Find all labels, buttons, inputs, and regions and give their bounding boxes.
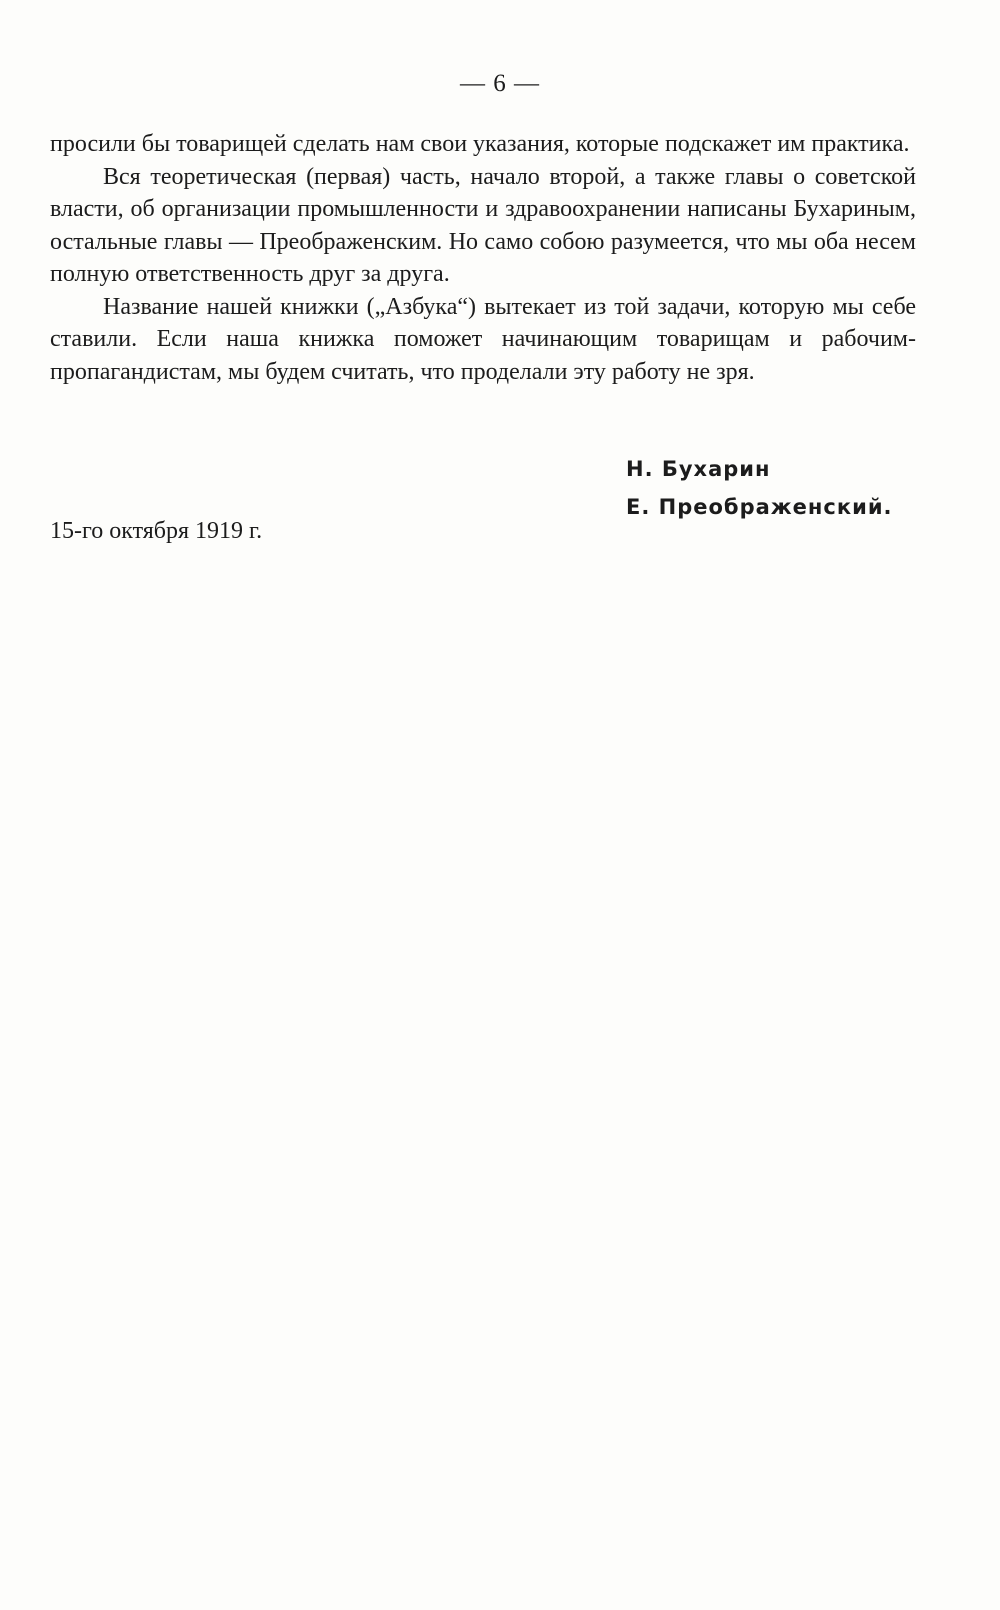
signature-block (626, 450, 893, 526)
paragraph-continuation: просили бы товарищей сделать нам свои указания, которые подскажет им практика. (50, 131, 910, 157)
body-text (50, 128, 916, 388)
paragraph-title-explanation: Название нашей книжки („Азбука“) вытекает из той задачи, которую мы себе ставили. Если наша книжка поможет начинающим товарищам и рабочим-пропагандистам, мы будем считать, что проделали эту работу не зря. (50, 293, 916, 385)
signature-bukharin: Н. Бухарин (626, 457, 771, 481)
paragraph-authorship: Вся теоретическая (первая) часть, начало второй, а также главы о советской власти, об организации промышленности и здравоохранении написаны Бухариным, остальные главы — Преображенским. Но само собою разумеется, что мы оба несем полную ответственность друг за друга. (50, 163, 916, 287)
signature-preobrazhensky: Е. Преображенский. (626, 495, 893, 519)
page-number: — 6 — (460, 70, 540, 97)
date-line: 15-го октября 1919 г. (50, 518, 263, 544)
